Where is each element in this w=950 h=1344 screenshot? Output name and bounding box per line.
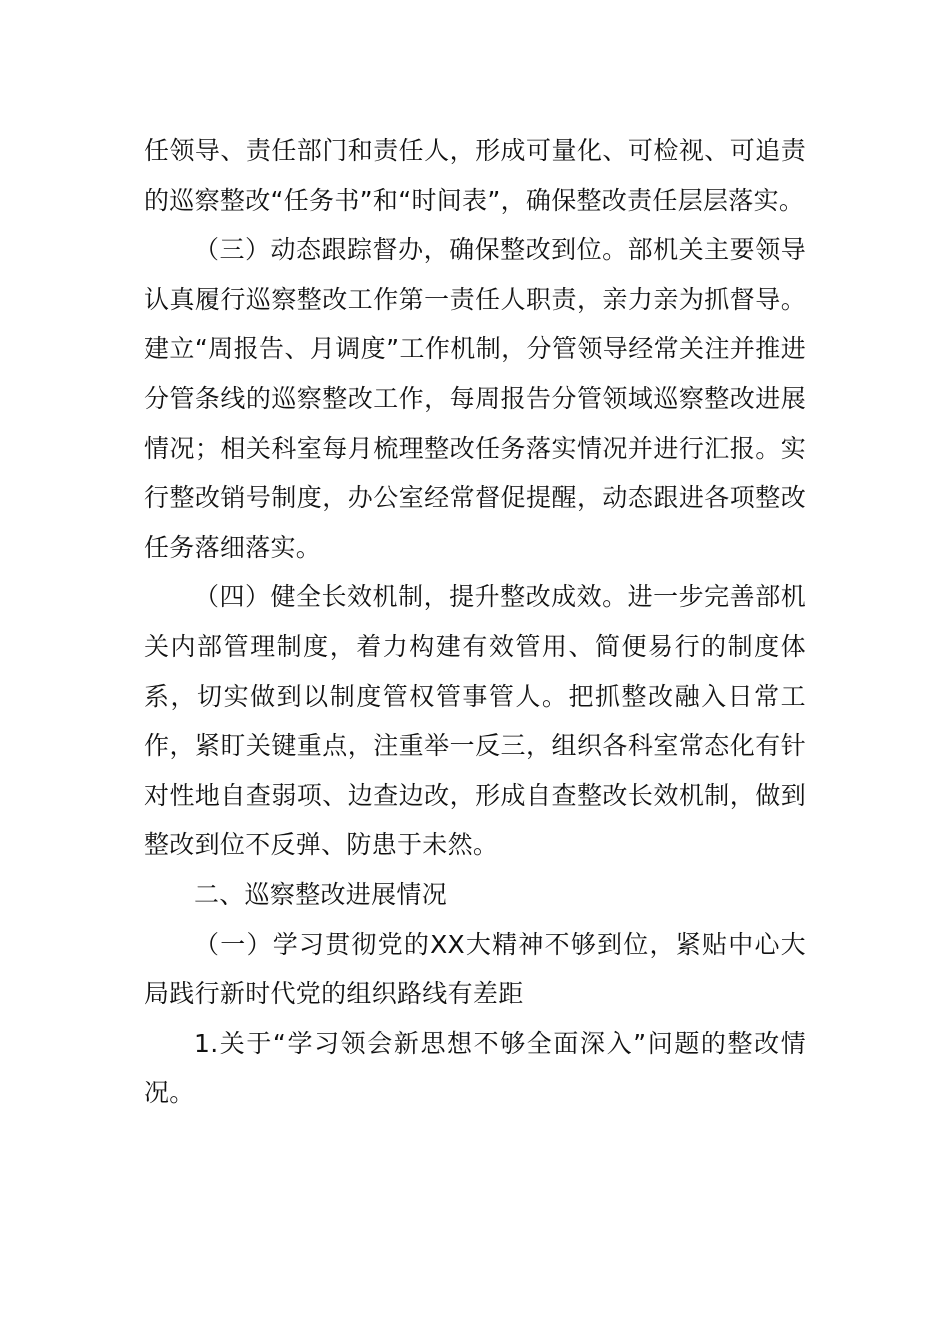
paragraph-section-4: （四）健全长效机制，提升整改成效。进一步完善部机关内部管理制度，着力构建有效管用、简便易行的制度体系，切实做到以制度管权管事管人。把抓整改融入日常工作，紧盯关键重点，注重举一反三，组织各科室常态化有针对性地自查弱项、边查边改，形成自查整改长效机制，做到整改到位不反弹、防患于未然。 xyxy=(144,582,806,860)
document-body xyxy=(144,126,806,1118)
item-1-heading: 1.关于“学习领会新思想不够全面深入”问题的整改情况。 xyxy=(144,1028,806,1108)
subheading-issue-1: （一）学习贯彻党的XX大精神不够到位，紧贴中心大局践行新时代党的组织路线有差距 xyxy=(144,929,806,1009)
paragraph-section-3: （三）动态跟踪督办，确保整改到位。部机关主要领导认真履行巡察整改工作第一责任人职责，亲力亲为抓督导。建立“周报告、月调度”工作机制，分管领导经常关注并推进分管条线的巡察整改工作，每周报告分管领域巡察整改进展情况；相关科室每月梳理整改任务落实情况并进行汇报。实行整改销号制度，办公室经常督促提醒，动态跟进各项整改任务落细落实。 xyxy=(144,235,806,562)
heading-progress: 二、巡察整改进展情况 xyxy=(194,879,448,909)
paragraph-continuation: 任领导、责任部门和责任人，形成可量化、可检视、可追责的巡察整改“任务书”和“时间表”，确保整改责任层层落实。 xyxy=(144,136,806,215)
